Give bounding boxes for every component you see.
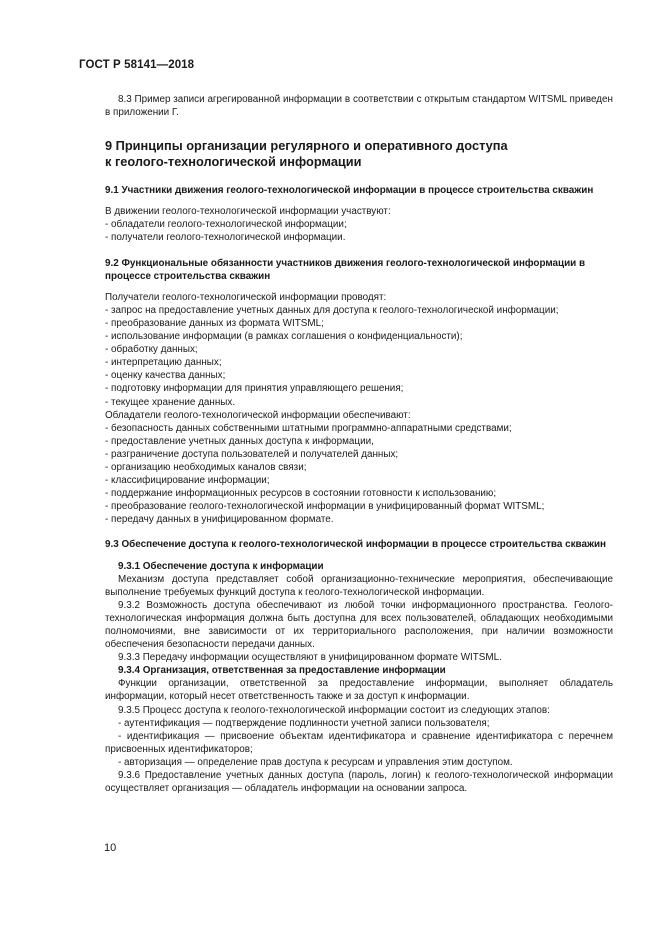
section-9-1-lead: В движении геолого-технологической информации участвуют: xyxy=(105,206,391,218)
page-number: 10 xyxy=(104,842,117,854)
section-9-3-6-text: 9.3.6 Предоставление учетных данных доступа (пароль, логин) к геолого-технологической информации осуществляет организация — обладатель информации на основании запроса. xyxy=(105,770,613,795)
list-item: - разграничение доступа пользователей и получателей данных; xyxy=(105,448,399,460)
list-item: - поддержание информационных ресурсов в состоянии готовности к использованию; xyxy=(105,488,497,500)
section-9-3-2-text: 9.3.2 Возможность доступа обеспечивают из любой точки информационного пространства. Геолого-технологическая информация должна быть доступна для всех пользователей, обладающих необходимыми полномочиями, вне зависимости от их территориального расположения, при наличии возможности обеспечения безопасности передачи данных. xyxy=(105,599,613,651)
list-item: - безопасность данных собственными штатными программно-аппаратными средствами; xyxy=(105,422,512,434)
section-9-3-5-lead: 9.3.5 Процесс доступа к геолого-технологической информации состоит из следующих этапов: xyxy=(118,704,550,716)
section-9-3-4-text: Функции организации, ответственной за предоставление информации, выполняет обладатель информации, который несет ответственность также и за доступ к информации. xyxy=(105,678,613,703)
list-item: - передачу данных в унифицированном формате. xyxy=(105,514,334,526)
list-item: - подготовку информации для принятия управляющего решения; xyxy=(105,383,404,395)
list-item: - интерпретацию данных; xyxy=(105,357,222,369)
list-item: - обладатели геолого-технологической информации; xyxy=(105,219,347,231)
list-item: - получатели геолого-технологической информации. xyxy=(105,232,346,244)
list-item: - аутентификация — подтверждение подлинности учетной записи пользователя; xyxy=(118,717,490,729)
intro-paragraph: 8.3 Пример записи агрегированной информации в соответствии с открытым стандартом WITSML приведен в приложении Г. xyxy=(105,94,613,119)
section-9-3-4-heading: 9.3.4 Организация, ответственная за предоставление информации xyxy=(118,665,446,677)
list-item: - обработку данных; xyxy=(105,344,198,356)
list-item: - преобразование геолого-технологической информации в унифицированный формат WITSML; xyxy=(105,501,545,513)
section-9-heading xyxy=(105,138,613,170)
recipients-lead: Получатели геолого-технологической информации проводят: xyxy=(105,291,387,303)
section-9-1-heading: 9.1 Участники движения геолого-технологической информации в процессе строительства скважин xyxy=(105,185,594,197)
list-item: - оценку качества данных; xyxy=(105,370,226,382)
page-body xyxy=(105,93,613,795)
section-9-title-line2: к геолого-технологической информации xyxy=(105,154,362,170)
section-9-3-body xyxy=(105,560,613,796)
section-9-3-heading: 9.3 Обеспечение доступа к геолого-технологической информации в процессе строительства скважин xyxy=(105,539,606,551)
section-9-3-3-text: 9.3.3 Передачу информации осуществляют в унифицированном формате WITSML. xyxy=(118,652,502,664)
list-item: - идентификация — присвоение объектам идентификатора и сравнение идентификатора с перечнем присвоенных идентификаторов; xyxy=(105,730,613,755)
list-item: - преобразование данных из формата WITSML; xyxy=(105,317,324,329)
section-9-2-heading: 9.2 Функциональные обязанности участников движения геолого-технологической информации в процессе строительства скважин xyxy=(105,257,586,282)
section-9-2-body xyxy=(105,291,613,527)
section-9-3-1-text: Механизм доступа представляет собой организационно-технические мероприятия, обеспечивающие выполнение требуемых функций доступа к геолого-технологической информации. xyxy=(105,573,613,598)
list-item: - организацию необходимых каналов связи; xyxy=(105,461,307,473)
section-9-3-1-heading: 9.3.1 Обеспечение доступа к информации xyxy=(118,560,324,572)
owners-lead: Обладатели геолого-технологической информации обеспечивают: xyxy=(105,409,411,421)
list-item: - авторизация — определение прав доступа к ресурсам и управления этим доступом. xyxy=(118,756,513,768)
document-header: ГОСТ Р 58141—2018 xyxy=(79,59,195,71)
list-item: - предоставление учетных данных доступа к информации, xyxy=(105,435,374,447)
list-item: - классифицирование информации; xyxy=(105,475,270,487)
section-9-title-line1: 9 Принципы организации регулярного и оперативного доступа xyxy=(105,138,508,154)
list-item: - запрос на предоставление учетных данных для доступа к геолого-технологической информации; xyxy=(105,304,559,316)
section-9-1-body xyxy=(105,205,613,244)
list-item: - использование информации (в рамках соглашения о конфиденциальности); xyxy=(105,331,463,343)
list-item: - текущее хранение данных. xyxy=(105,396,236,408)
